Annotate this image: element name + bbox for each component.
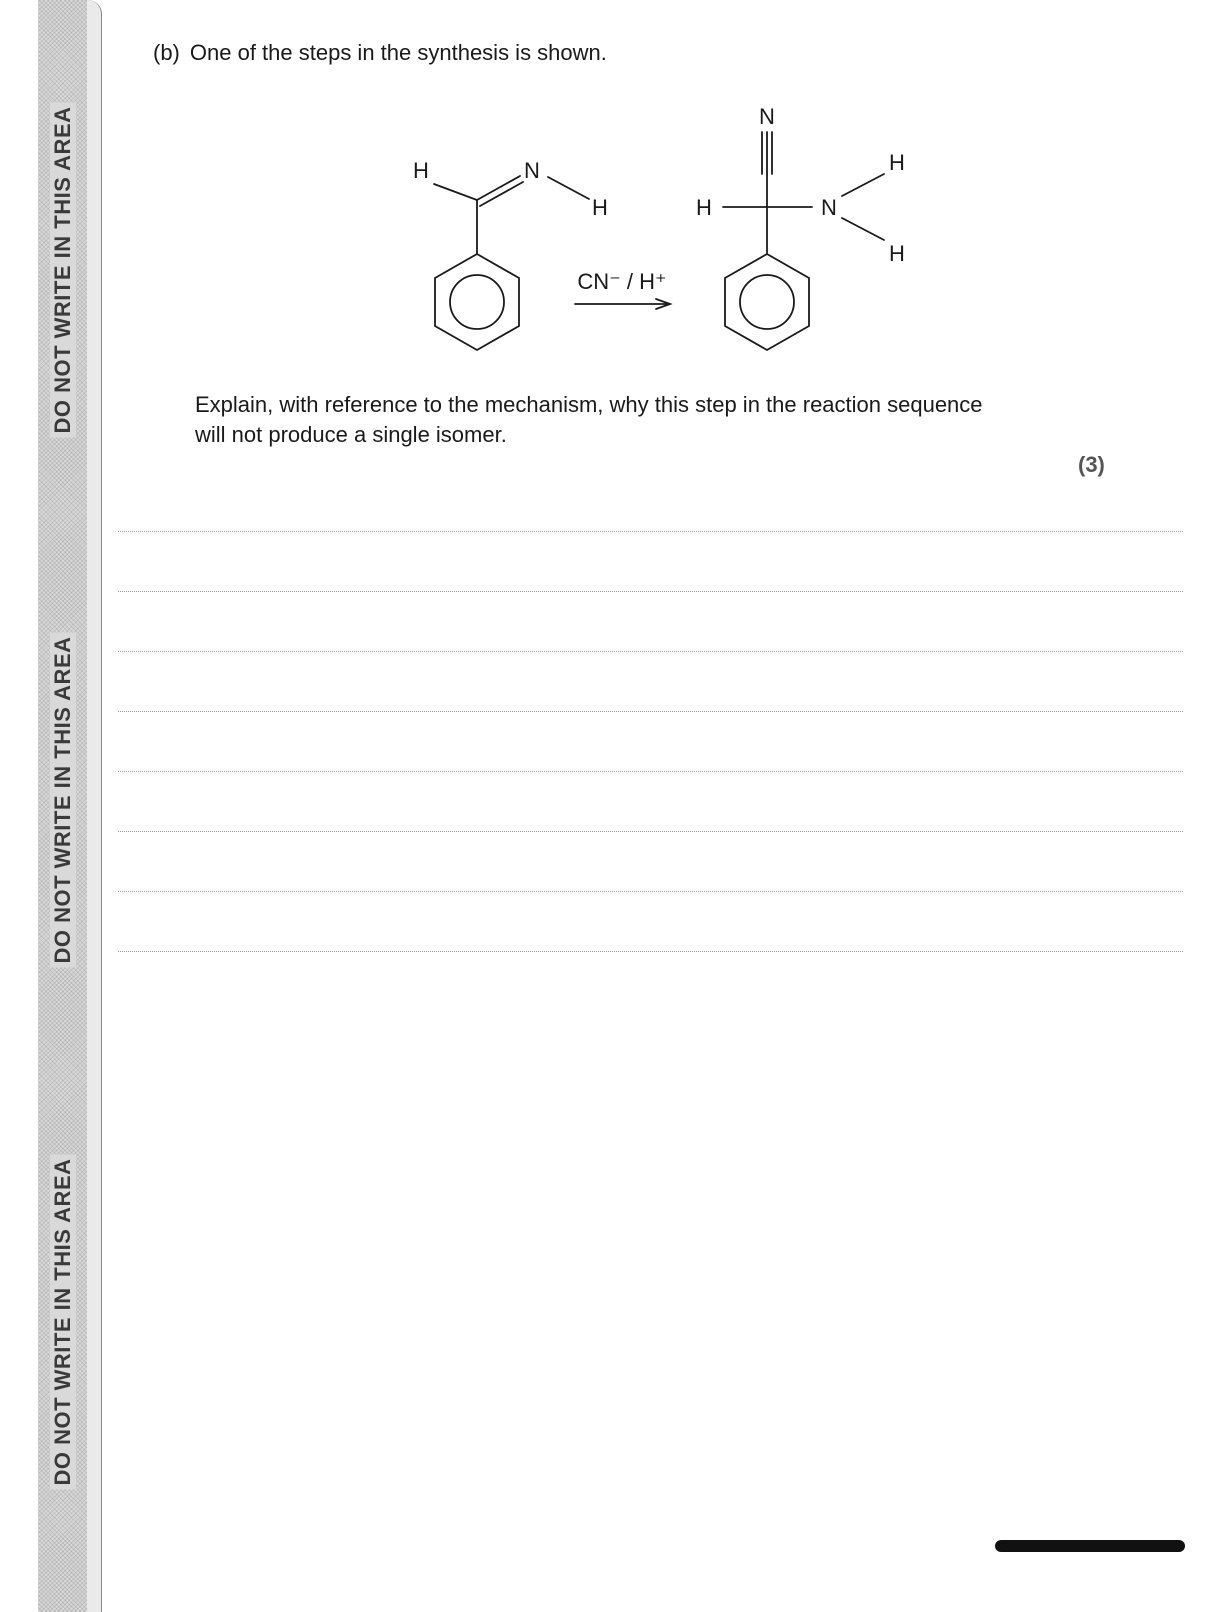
question-text: One of the steps in the synthesis is shown. bbox=[189, 40, 607, 65]
answer-line-6[interactable] bbox=[118, 831, 1183, 832]
bond-h-c bbox=[434, 184, 477, 200]
benzene-aromatic-circle-product bbox=[740, 275, 794, 329]
home-indicator-bar bbox=[995, 1540, 1185, 1552]
answer-line-1[interactable] bbox=[118, 531, 1183, 532]
product-atom-h-bottom: H bbox=[889, 241, 905, 266]
benzene-ring-product bbox=[725, 254, 809, 350]
margin-warning-label-top: DO NOT WRITE IN THIS AREA bbox=[50, 102, 76, 437]
reaction-scheme bbox=[0, 0, 1215, 380]
product-atom-n-nitrile: N bbox=[759, 104, 775, 129]
product-atom-h-top: H bbox=[889, 150, 905, 175]
margin-warning-label-bottom: DO NOT WRITE IN THIS AREA bbox=[50, 1154, 76, 1489]
question-prompt-line-2: will not produce a single isomer. bbox=[195, 422, 507, 447]
answer-line-8[interactable] bbox=[118, 951, 1183, 952]
reactant-atom-h-left: H bbox=[413, 158, 429, 183]
reactant-atom-h-right: H bbox=[592, 195, 608, 220]
answer-line-2[interactable] bbox=[118, 591, 1183, 592]
margin-warning-label-middle: DO NOT WRITE IN THIS AREA bbox=[50, 632, 76, 967]
bond-n-h bbox=[548, 177, 589, 199]
benzene-aromatic-circle-reactant bbox=[450, 275, 504, 329]
reaction-reagent: CN⁻ / H⁺ bbox=[577, 269, 667, 294]
question-part-label: (b) bbox=[153, 40, 180, 65]
product-atom-h-left: H bbox=[696, 195, 712, 220]
benzene-ring-reactant bbox=[435, 254, 519, 350]
marks-label: (3) bbox=[1078, 452, 1105, 477]
answer-line-3[interactable] bbox=[118, 651, 1183, 652]
bond-n-h-bottom bbox=[842, 218, 884, 240]
answer-line-4[interactable] bbox=[118, 711, 1183, 712]
question-prompt bbox=[195, 390, 1095, 450]
answer-line-5[interactable] bbox=[118, 771, 1183, 772]
question-prompt-line-1: Explain, with reference to the mechanism, why this step in the reaction sequence bbox=[195, 392, 983, 417]
product-atom-n-amine: N bbox=[821, 195, 837, 220]
reactant-atom-n: N bbox=[524, 158, 540, 183]
answer-line-7[interactable] bbox=[118, 891, 1183, 892]
bond-n-h-top bbox=[842, 174, 884, 196]
